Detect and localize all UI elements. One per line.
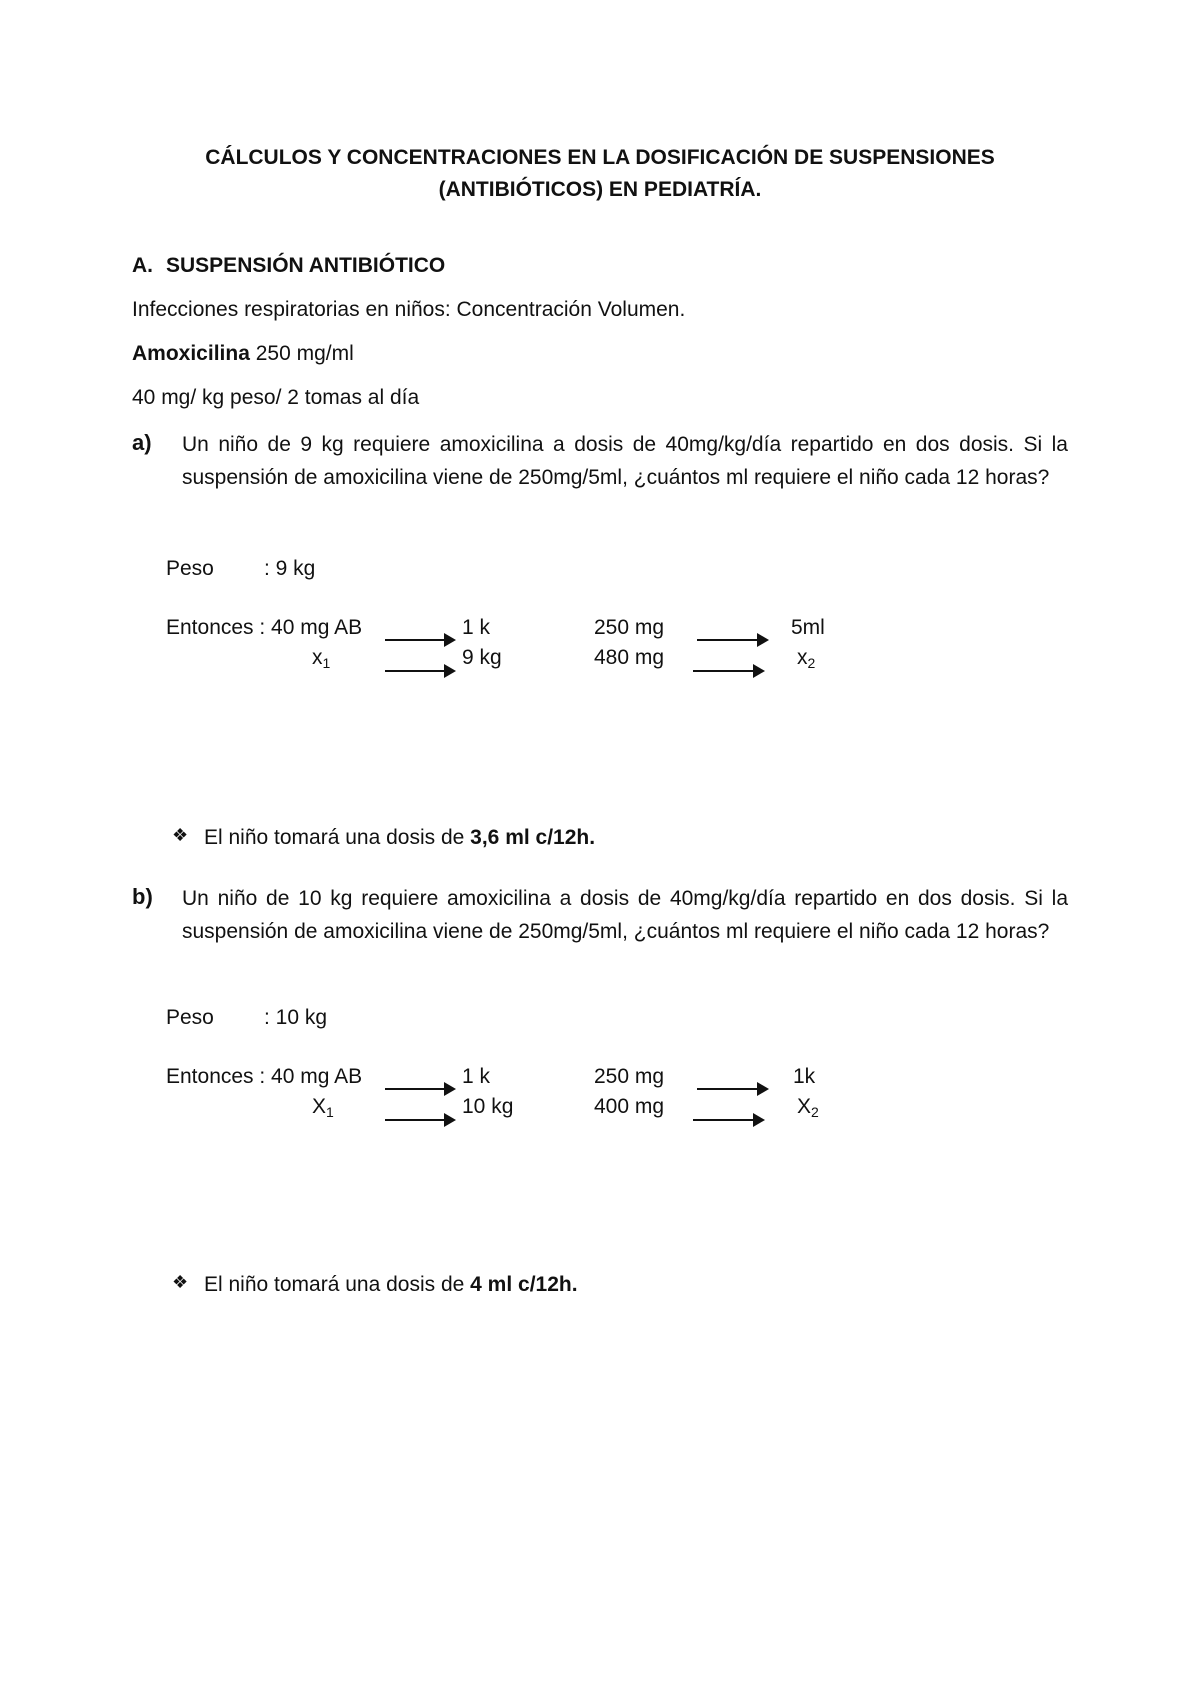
right-arrow-icon	[385, 633, 456, 647]
dose-rule: 40 mg/ kg peso/ 2 tomas al día	[132, 386, 420, 409]
problem-a-label: a)	[132, 430, 152, 455]
result-value: 4 ml c/12h.	[470, 1273, 578, 1296]
problem-a-r2c2: 9 kg	[462, 646, 502, 669]
right-arrow-icon	[693, 664, 765, 678]
problem-a-question: Un niño de 9 kg requiere amoxicilina a dosis de 40mg/kg/día repartido en dos dosis. Si la suspensión de amoxicilina viene de 250mg/5ml, ¿cuántos ml requiere el niño cada 12 horas?	[182, 433, 1068, 489]
problem-b-label: b)	[132, 884, 153, 909]
problem-b-peso-value: : 10 kg	[264, 1006, 328, 1029]
right-arrow-icon	[693, 1113, 765, 1127]
right-arrow-icon	[385, 664, 456, 678]
variable-x: x	[312, 646, 323, 669]
right-arrow-icon	[697, 633, 769, 647]
variable-x: X	[797, 1095, 812, 1118]
document-title-line-2: (ANTIBIÓTICOS) EN PEDIATRÍA.	[438, 178, 762, 201]
problem-a-r1c4: 5ml	[791, 616, 825, 639]
subscript: 1	[326, 1104, 334, 1120]
diamond-bullet-icon: ❖	[172, 1272, 189, 1292]
problem-a-entonces: Entonces : 40 mg AB	[166, 616, 363, 639]
problem-b-r1c3: 250 mg	[594, 1065, 665, 1088]
subscript: 2	[811, 1104, 819, 1120]
variable-x: x	[797, 646, 808, 669]
result-value: 3,6 ml c/12h.	[470, 826, 596, 849]
subscript: 2	[807, 655, 816, 671]
result-text: El niño tomará una dosis de	[204, 826, 471, 849]
problem-b-r1c2: 1 k	[462, 1065, 491, 1088]
problem-b-result	[204, 1271, 578, 1299]
problem-a-result	[204, 824, 595, 852]
right-arrow-icon	[697, 1082, 769, 1096]
problem-a-x1	[312, 644, 330, 677]
problem-a-x2	[797, 644, 815, 677]
diamond-bullet-icon: ❖	[172, 825, 189, 845]
problem-b-r2c3: 400 mg	[594, 1095, 665, 1118]
section-letter: A.	[132, 254, 153, 277]
drug-concentration: 250 mg/ml	[249, 342, 354, 365]
section-heading: SUSPENSIÓN ANTIBIÓTICO	[166, 254, 446, 277]
problem-b-entonces: Entonces : 40 mg AB	[166, 1065, 363, 1088]
problem-b-peso-label: Peso	[166, 1006, 214, 1029]
right-arrow-icon	[385, 1113, 456, 1127]
problem-a-peso-label: Peso	[166, 557, 214, 580]
problem-a-peso-value: : 9 kg	[264, 557, 316, 580]
drug-name: Amoxicilina	[132, 342, 250, 365]
problem-b-r2c2: 10 kg	[462, 1095, 514, 1118]
problem-a-r1c3: 250 mg	[594, 616, 665, 639]
section-intro: Infecciones respiratorias en niños: Concentración Volumen.	[132, 298, 686, 321]
variable-x: X	[312, 1095, 327, 1118]
subscript: 1	[322, 655, 331, 671]
document-title-line-1: CÁLCULOS Y CONCENTRACIONES EN LA DOSIFICACIÓN DE SUSPENSIONES	[205, 146, 995, 169]
problem-a-r2c3: 480 mg	[594, 646, 665, 669]
drug-line	[132, 340, 354, 368]
problem-b-r1c4: 1k	[793, 1065, 816, 1088]
problem-b-question: Un niño de 10 kg requiere amoxicilina a dosis de 40mg/kg/día repartido en dos dosis. Si la suspensión de amoxicilina viene de 250mg/5ml, ¿cuántos ml requiere el niño cada 12 horas?	[182, 887, 1068, 943]
problem-a-r1c2: 1 k	[462, 616, 491, 639]
problem-b-x1	[312, 1093, 334, 1126]
problem-b-x2	[797, 1093, 819, 1126]
right-arrow-icon	[385, 1082, 456, 1096]
result-text: El niño tomará una dosis de	[204, 1273, 471, 1296]
